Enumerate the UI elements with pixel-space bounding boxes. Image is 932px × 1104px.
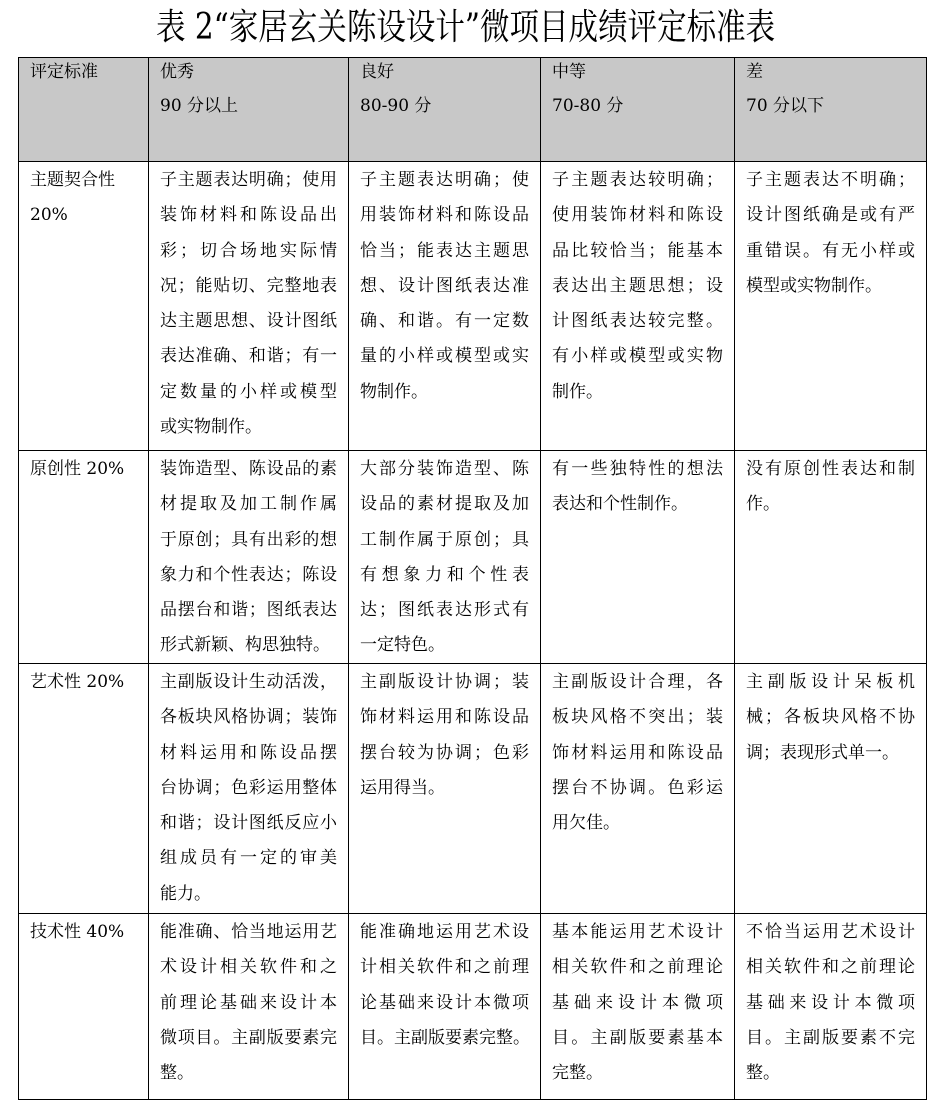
cell-text-line: 组成员有一定的审美: [160, 848, 337, 869]
cell-text-line: 饰材料运用和陈设品: [552, 742, 723, 763]
cell-text-line: 表达出主题思想；设: [552, 275, 723, 296]
cell-text-line: 有想象力和个性表: [360, 564, 529, 585]
cell-text-line: 饰材料运用和陈设品: [360, 707, 529, 728]
cell-text-line: 品比较恰当；能基本: [552, 240, 723, 261]
cell-artistry-excellent: [149, 664, 349, 914]
cell-originality-poor: [735, 451, 927, 664]
cell-originality-good: [349, 451, 541, 664]
cell-text-line: 达主题思想、设计图纸: [160, 311, 337, 332]
cell-theme-fit-average: [541, 162, 735, 451]
cell-text-line: 论基础来设计本微项: [360, 992, 529, 1013]
cell-text-line: 定数量的小样或模型: [160, 381, 337, 402]
cell-text-line: 能准确、恰当地运用艺: [160, 922, 337, 942]
cell-text-line: 用欠佳。: [552, 813, 620, 834]
criterion-artistry: [19, 664, 149, 914]
criterion-originality: [19, 451, 149, 664]
cell-theme-fit-excellent: [149, 162, 349, 451]
cell-text-line: 确、和谐。有一定数: [360, 311, 529, 332]
cell-text-line: 完整。: [552, 1063, 603, 1084]
cell-text-line: 前理论基础来设计本: [160, 992, 337, 1013]
cell-text-line: 于原创；具有出彩的想: [160, 529, 337, 550]
level-name: 优秀: [160, 62, 194, 82]
cell-text-line: 工制作属于原创；具: [360, 529, 529, 550]
cell-text-line: 台协调；色彩运用整体: [160, 777, 337, 798]
cell-text-line: 装饰材料和陈设品出: [160, 205, 337, 226]
cell-text-line: 作。: [746, 494, 780, 515]
cell-text-line: 主副版设计生动活泼，: [160, 672, 337, 692]
header-criterion: [19, 58, 149, 162]
cell-text-line: 子主题表达明确；使: [360, 170, 529, 190]
cell-text-line: 计相关软件和之前理: [360, 957, 529, 978]
header-level-poor: [735, 58, 927, 162]
cell-text-line: 品摆台和谐；图纸表达: [160, 600, 337, 621]
cell-text-line: 整。: [160, 1063, 194, 1084]
cell-text-line: 表达准确、和谐；有一: [160, 346, 337, 367]
cell-text-line: 目。主副版要素基本: [552, 1027, 723, 1048]
cell-text-line: 模型或实物制作。: [746, 275, 882, 296]
cell-text-line: 主副版设计合理，各: [552, 672, 723, 692]
grading-criteria-table: [18, 57, 927, 1100]
level-score-range: 80-90 分: [360, 96, 432, 116]
level-name: 良好: [360, 62, 394, 82]
header-level-average: [541, 58, 735, 162]
cell-text-line: 各板块风格协调；装饰: [160, 707, 337, 728]
cell-text-line: 能力。: [160, 883, 211, 904]
cell-text-line: 子主题表达不明确；: [746, 170, 915, 190]
cell-text-line: 板块风格不突出；装: [552, 707, 723, 728]
cell-text-line: 术设计相关软件和之: [160, 957, 337, 978]
cell-text-line: 目。主副版要素不完: [746, 1027, 915, 1048]
cell-technique-excellent: [149, 914, 349, 1100]
cell-text-line: 象力和个性表达；陈设: [160, 564, 337, 585]
cell-originality-excellent: [149, 451, 349, 664]
document-title-text: 表 2“家居玄关陈设设计”微项目成绩评定标准表: [156, 7, 776, 48]
cell-text-line: 没有原创性表达和制: [746, 459, 915, 479]
cell-text-line: 制作。: [552, 381, 603, 402]
level-name: 差: [746, 62, 763, 82]
cell-text-line: 大部分装饰造型、陈: [360, 459, 529, 479]
cell-text-line: 材料运用和陈设品摆: [160, 742, 337, 763]
cell-text-line: 主副版设计呆板机: [746, 672, 915, 692]
header-level-good: [349, 58, 541, 162]
cell-text-line: 有一些独特性的想法: [552, 459, 723, 479]
cell-text-line: 运用得当。: [360, 777, 445, 798]
cell-text-line: 物制作。: [360, 381, 428, 402]
cell-text-line: 设计图纸确是或有严: [746, 205, 915, 226]
criterion-weight: 20%: [30, 205, 68, 226]
criterion-technique: [19, 914, 149, 1100]
cell-text-line: 一定特色。: [360, 635, 445, 656]
cell-text-line: 调；表现形式单一。: [746, 742, 899, 763]
cell-text-line: 子主题表达较明确；: [552, 170, 723, 190]
level-score-range: 70-80 分: [552, 96, 624, 116]
cell-text-line: 主副版设计协调；装: [360, 672, 529, 692]
cell-text-line: 表达和个性制作。: [552, 494, 688, 515]
cell-text-line: 材提取及加工制作属: [160, 494, 337, 515]
cell-text-line: 子主题表达明确；使用: [160, 170, 337, 190]
header-criterion-label: 评定标准: [30, 62, 98, 82]
cell-text-line: 相关软件和之前理论: [552, 957, 723, 978]
criterion-name: 原创性 20%: [30, 459, 125, 479]
level-score-range: 70 分以下: [746, 96, 825, 116]
header-level-excellent: [149, 58, 349, 162]
cell-originality-average: [541, 451, 735, 664]
cell-text-line: 摆台不协调。色彩运: [552, 777, 723, 798]
cell-theme-fit-poor: [735, 162, 927, 451]
document-title: [0, 5, 932, 51]
cell-text-line: 计图纸表达较完整。: [552, 311, 723, 332]
cell-text-line: 量的小样或模型或实: [360, 346, 529, 367]
cell-text-line: 恰当；能表达主题思: [360, 240, 529, 261]
criterion-name: 主题契合性: [30, 170, 115, 190]
cell-text-line: 重错误。有无小样或: [746, 240, 915, 261]
level-score-range: 90 分以上: [160, 96, 239, 116]
cell-artistry-poor: [735, 664, 927, 914]
cell-text-line: 设品的素材提取及加: [360, 494, 529, 515]
cell-artistry-average: [541, 664, 735, 914]
cell-text-line: 不恰当运用艺术设计: [746, 922, 915, 942]
criterion-theme-fit: [19, 162, 149, 451]
cell-text-line: 整。: [746, 1063, 780, 1084]
cell-text-line: 目。主副版要素完整。: [360, 1027, 530, 1048]
criterion-name: 艺术性 20%: [30, 672, 125, 692]
criterion-name: 技术性 40%: [30, 922, 125, 942]
cell-text-line: 使用装饰材料和陈设: [552, 205, 723, 226]
cell-artistry-good: [349, 664, 541, 914]
cell-text-line: 有小样或模型或实物: [552, 346, 723, 367]
cell-technique-good: [349, 914, 541, 1100]
cell-text-line: 想、设计图纸表达准: [360, 275, 529, 296]
cell-text-line: 或实物制作。: [160, 417, 262, 438]
cell-text-line: 基本能运用艺术设计: [552, 922, 723, 942]
cell-text-line: 用装饰材料和陈设品: [360, 205, 529, 226]
cell-technique-average: [541, 914, 735, 1100]
cell-technique-poor: [735, 914, 927, 1100]
cell-theme-fit-good: [349, 162, 541, 451]
level-name: 中等: [552, 62, 586, 82]
cell-text-line: 形式新颖、构思独特。: [160, 635, 330, 656]
cell-text-line: 微项目。主副版要素完: [160, 1027, 337, 1048]
cell-text-line: 和谐；设计图纸反应小: [160, 813, 337, 834]
cell-text-line: 摆台较为协调；色彩: [360, 742, 529, 763]
cell-text-line: 基础来设计本微项: [746, 992, 915, 1013]
cell-text-line: 基础来设计本微项: [552, 992, 723, 1013]
cell-text-line: 彩；切合场地实际情: [160, 240, 337, 261]
cell-text-line: 达；图纸表达形式有: [360, 600, 529, 621]
cell-text-line: 相关软件和之前理论: [746, 957, 915, 978]
cell-text-line: 械；各板块风格不协: [746, 707, 915, 728]
cell-text-line: 能准确地运用艺术设: [360, 922, 529, 942]
cell-text-line: 装饰造型、陈设品的素: [160, 459, 337, 479]
cell-text-line: 况；能贴切、完整地表: [160, 275, 337, 296]
